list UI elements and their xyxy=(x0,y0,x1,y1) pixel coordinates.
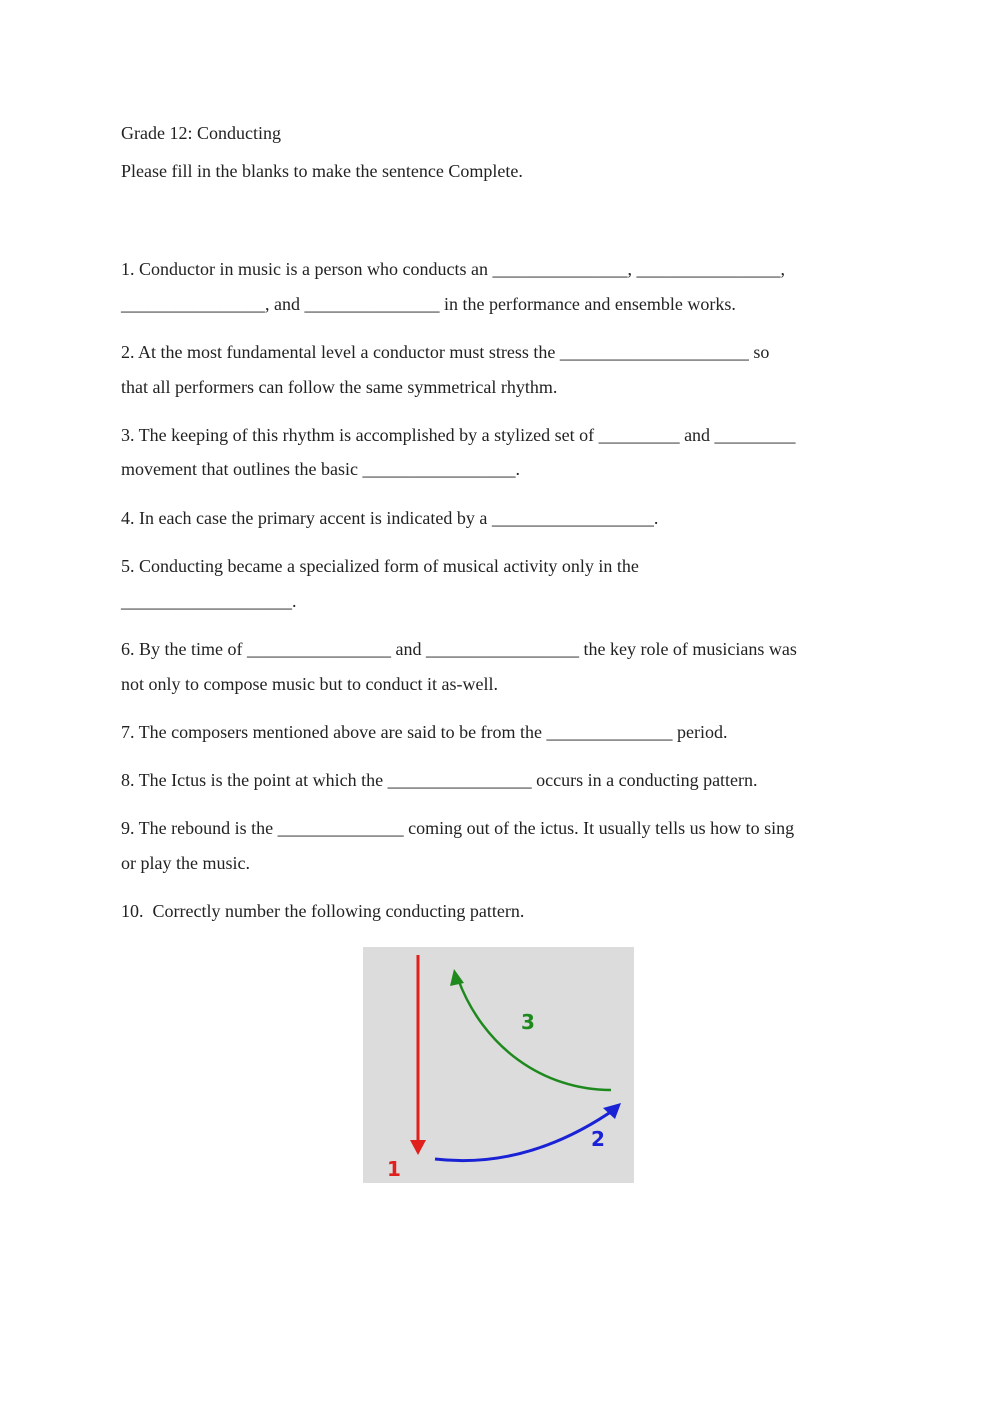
conducting-pattern-diagram xyxy=(363,947,634,1183)
question-7-line-1: 7. The composers mentioned above are said to be from the ______________ period. xyxy=(121,722,728,742)
question-5-line-1: 5. Conducting became a specialized form of musical activity only in the xyxy=(121,556,639,576)
worksheet-title: Grade 12: Conducting xyxy=(121,123,281,143)
question-10-line-1: 10. Correctly number the following conducting pattern. xyxy=(121,901,525,921)
beat-3-label: 3 xyxy=(521,1010,535,1034)
worksheet-instructions: Please fill in the blanks to make the sentence Complete. xyxy=(121,161,523,181)
question-1-line-1: 1. Conductor in music is a person who conducts an _______________, ________________, xyxy=(121,259,785,279)
question-3-line-1: 3. The keeping of this rhythm is accomplished by a stylized set of _________ and _________ xyxy=(121,425,796,445)
question-3-line-2: movement that outlines the basic _________________. xyxy=(121,459,520,479)
beat-1-arrow xyxy=(410,955,426,1155)
question-2-line-1: 2. At the most fundamental level a conductor must stress the _____________________ so xyxy=(121,342,770,362)
question-1-line-2: ________________, and _______________ in the performance and ensemble works. xyxy=(121,294,736,314)
beat-1-label: 1 xyxy=(387,1157,401,1181)
question-8-line-1: 8. The Ictus is the point at which the ________________ occurs in a conducting pattern. xyxy=(121,770,758,790)
question-9-line-2: or play the music. xyxy=(121,853,250,873)
question-2-line-2: that all performers can follow the same symmetrical rhythm. xyxy=(121,377,558,397)
question-6-line-2: not only to compose music but to conduct it as-well. xyxy=(121,674,498,694)
question-9-line-1: 9. The rebound is the ______________ coming out of the ictus. It usually tells us how to sing xyxy=(121,818,795,838)
question-4-line-1: 4. In each case the primary accent is indicated by a __________________. xyxy=(121,508,659,528)
beat-2-label: 2 xyxy=(591,1127,605,1151)
question-6-line-1: 6. By the time of ________________ and _________________ the key role of musicians was xyxy=(121,639,797,659)
question-5-line-2: ___________________. xyxy=(121,591,297,611)
conducting-pattern-figure xyxy=(363,947,634,1183)
